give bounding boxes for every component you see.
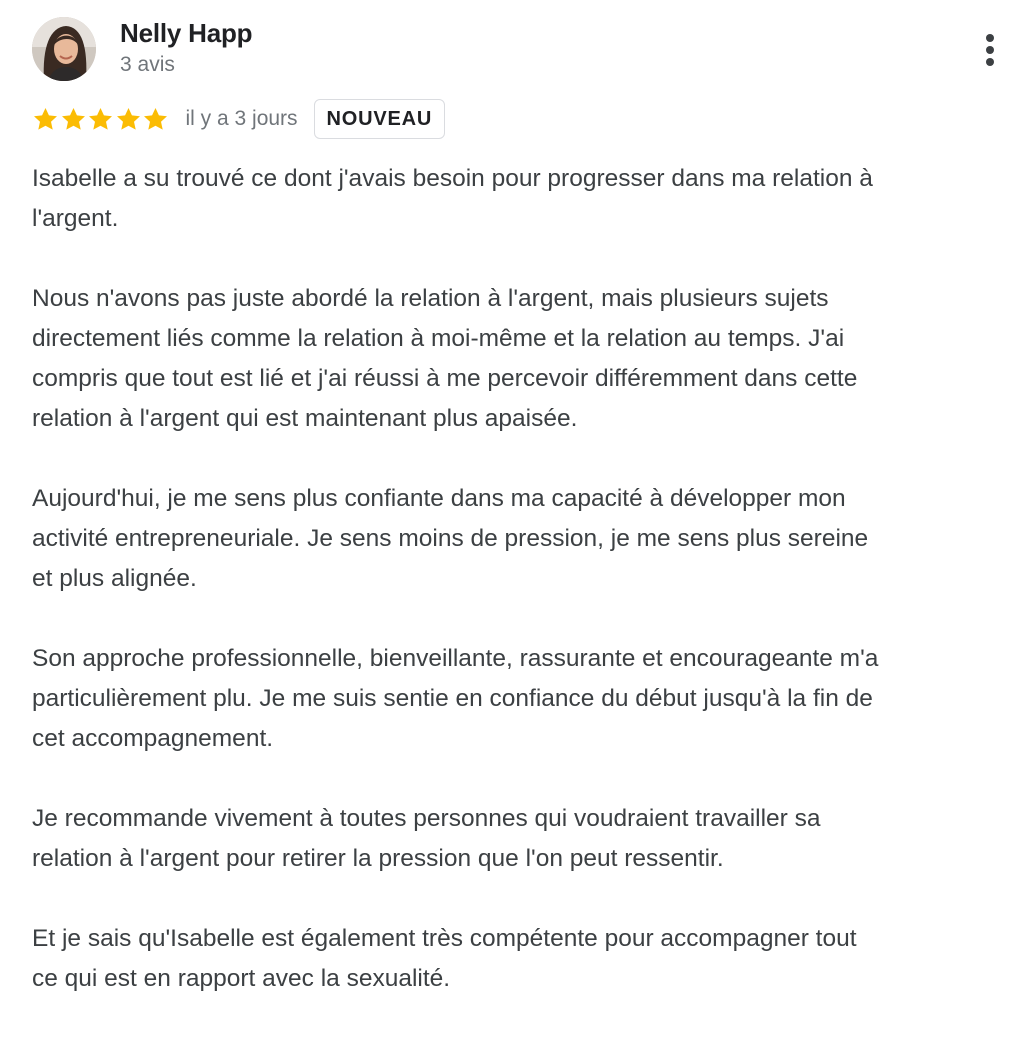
star-icon bbox=[87, 106, 114, 133]
review-meta bbox=[32, 98, 445, 140]
review-paragraph: Aujourd'hui, je me sens plus confiante dans ma capacité à développer mon activité entrepreneuriale. Je sens moins de pression, je me sens plus sereine et plus alignée. bbox=[32, 485, 869, 592]
star-icon bbox=[115, 106, 142, 133]
star-icon bbox=[32, 106, 59, 133]
review-paragraph: Et je sais qu'Isabelle est également très compétente pour accompagner tout ce qui est en rapport avec la sexualité. bbox=[32, 925, 857, 992]
more-options-button[interactable] bbox=[974, 30, 1006, 70]
avatar-photo bbox=[32, 17, 96, 81]
star-icon bbox=[60, 106, 87, 133]
star-icon bbox=[142, 106, 169, 133]
new-badge: NOUVEAU bbox=[314, 99, 446, 139]
review-paragraph: Nous n'avons pas juste abordé la relation à l'argent, mais plusieurs sujets directement liés comme la relation à moi-même et la relation au temps. J'ai compris que tout est lié et j'ai réussi à me percevoir différemment dans cette relation à l'argent qui est maintenant plus apaisée. bbox=[32, 285, 858, 432]
review-text bbox=[32, 159, 1012, 1039]
author-info bbox=[120, 17, 252, 79]
more-vertical-icon bbox=[986, 34, 994, 42]
review-paragraph: Je recommande vivement à toutes personnes qui voudraient travailler sa relation à l'argent pour retirer la pression que l'on peut ressentir. bbox=[32, 805, 821, 872]
review-date: il y a 3 jours bbox=[185, 107, 298, 130]
review-paragraph: Son approche professionnelle, bienveillante, rassurante et encourageante m'a particulièrement plu. Je me suis sentie en confiance du début jusqu'à la fin de cet accompagnement. bbox=[32, 645, 879, 752]
star-rating bbox=[32, 104, 170, 134]
review-header bbox=[32, 16, 252, 82]
review-paragraph: Isabelle a su trouvé ce dont j'avais besoin pour progresser dans ma relation à l'argent. bbox=[32, 165, 873, 232]
avatar[interactable] bbox=[32, 17, 96, 81]
author-name[interactable]: Nelly Happ bbox=[120, 18, 253, 48]
author-review-count: 3 avis bbox=[120, 53, 175, 76]
